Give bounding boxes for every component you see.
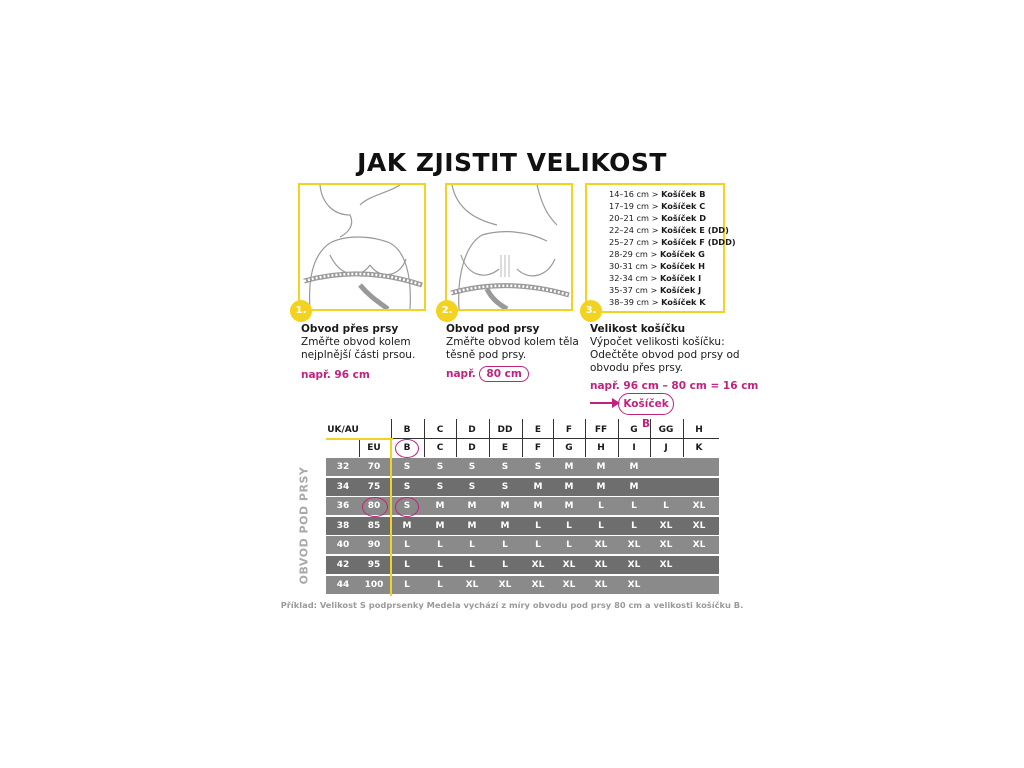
- header-column-divider: [650, 419, 651, 457]
- size-cell: L: [663, 501, 669, 512]
- side-label: OBVOD POD PRSY: [297, 466, 311, 585]
- size-cell: M: [629, 462, 639, 472]
- row-eu-band: 75: [367, 481, 381, 492]
- cup-b-highlight: [395, 439, 419, 458]
- size-cell: XL: [562, 579, 576, 590]
- size-cell: L: [535, 540, 541, 551]
- size-cell: XL: [594, 560, 608, 570]
- cup-row: 30-31 cm > Košíček H: [609, 261, 706, 271]
- woman-under-bust-icon: [447, 185, 571, 309]
- row-uk-band: 36: [336, 501, 350, 512]
- size-cell: [684, 556, 714, 574]
- size-cell: XL: [562, 560, 576, 570]
- size-cell: M: [596, 462, 606, 472]
- cup-size-table: [585, 183, 736, 313]
- size-cell: XL: [627, 560, 641, 570]
- size-cell: M: [500, 520, 510, 531]
- cup-row: 14–16 cm > Košíček B: [609, 189, 706, 199]
- uk-cup-header: GG: [658, 425, 674, 435]
- size-cell: XL: [594, 579, 608, 590]
- size-cell: M: [629, 481, 639, 492]
- uk-cup-header: D: [468, 425, 476, 435]
- size-cell: [684, 478, 714, 496]
- size-cell: L: [535, 520, 541, 531]
- cup-row: 20–21 cm > Košíček D: [609, 213, 707, 223]
- uk-cup-header: B: [403, 425, 411, 435]
- uk-cup-header: F: [565, 425, 573, 435]
- size-cell: L: [631, 501, 637, 512]
- row-uk-band: 34: [336, 481, 350, 492]
- header-column-divider: [456, 419, 457, 457]
- eu-cup-header: E: [501, 443, 509, 453]
- uk-cup-header: E: [534, 425, 542, 435]
- row-uk-band: 40: [336, 540, 350, 551]
- size-cell: M: [467, 501, 477, 512]
- row-eu-band: 100: [364, 579, 384, 590]
- eu-cup-header: B: [403, 443, 411, 453]
- header-column-divider: [489, 419, 490, 457]
- step-1-badge: 1.: [290, 300, 312, 322]
- size-cell: XL: [531, 579, 545, 590]
- size-cell: L: [598, 501, 604, 512]
- size-cell: L: [502, 540, 508, 551]
- row-uk-band: 32: [336, 462, 350, 472]
- cup-row: 22–24 cm > Košíček E (DD): [609, 225, 729, 235]
- size-cell: L: [598, 520, 604, 531]
- step-2-title: Obvod pod prsy: [446, 323, 540, 335]
- header-column-divider: [683, 419, 684, 457]
- arrow-icon: [590, 402, 614, 404]
- size-cell: L: [566, 520, 572, 531]
- size-cell: M: [533, 481, 543, 492]
- size-cell: M: [596, 481, 606, 492]
- size-cell: L: [404, 560, 410, 570]
- cup-row: 28-29 cm > Košíček G: [609, 249, 705, 259]
- step-2-badge: 2.: [436, 300, 458, 322]
- size-cell: XL: [594, 540, 608, 551]
- size-cell: L: [404, 579, 410, 590]
- size-cell: L: [566, 540, 572, 551]
- illustration-underbust-measure: [445, 183, 573, 311]
- size-cell: S: [534, 462, 542, 472]
- size-cell: XL: [692, 501, 706, 512]
- size-cell: L: [437, 579, 443, 590]
- size-cell: [684, 576, 714, 594]
- row-eu-band: 85: [367, 520, 381, 531]
- eu-cup-header: G: [565, 443, 573, 453]
- cup-row: 25–27 cm > Košíček F (DDD): [609, 237, 736, 247]
- row-eu-band: 70: [367, 462, 381, 472]
- result-cup-highlight: Košíček B: [618, 393, 674, 415]
- size-cell: [684, 458, 714, 476]
- eu-cup-header: J: [664, 443, 668, 453]
- step-3-title: Velikost košíčku: [590, 323, 686, 335]
- size-cell: M: [564, 481, 574, 492]
- size-cell: L: [631, 520, 637, 531]
- step-3-desc: Výpočet velikosti košíčku: Odečtěte obvod pod prsy od obvodu přes prsy.: [590, 336, 740, 374]
- cup-b-marker-line: [390, 440, 392, 596]
- size-cell: M: [435, 520, 445, 531]
- size-cell: L: [437, 560, 443, 570]
- size-cell: M: [533, 501, 543, 512]
- header-column-divider: [585, 419, 586, 457]
- size-cell: L: [502, 560, 508, 570]
- size-cell: S: [468, 481, 476, 492]
- eu-cup-header: C: [436, 443, 444, 453]
- size-cell: L: [404, 540, 410, 551]
- eu-80-highlight: [362, 497, 388, 517]
- size-cell: L: [437, 540, 443, 551]
- size-cell: M: [564, 501, 574, 512]
- step-1-title: Obvod přes prsy: [301, 323, 399, 335]
- size-cell: XL: [692, 540, 706, 551]
- step-2-example: např. 80 cm: [446, 368, 529, 380]
- size-cell: XL: [531, 560, 545, 570]
- size-cell: XL: [659, 560, 673, 570]
- size-cell: S: [501, 481, 509, 492]
- uk-cup-header: DD: [497, 425, 513, 435]
- row-eu-band: 80: [367, 501, 381, 512]
- step-3-example: např. 96 cm – 80 cm = 16 cm: [590, 380, 759, 392]
- step-3-badge: 3.: [580, 300, 602, 322]
- size-cell: S: [403, 501, 411, 512]
- step-2-desc: Změřte obvod kolem těla těsně pod prsy.: [446, 336, 579, 361]
- header-column-divider: [618, 419, 619, 457]
- step-1-example: např. 96 cm: [301, 369, 370, 381]
- example-80cm-highlight: 80 cm: [479, 366, 528, 382]
- size-cell: S: [468, 462, 476, 472]
- footnote: Příklad: Velikost S podprsenky Medela vychází z míry obvodu pod prsy 80 cm a velikosti košíčku B.: [280, 600, 744, 610]
- uk-au-label: UK/AU: [327, 425, 359, 435]
- eu-cup-header: D: [468, 443, 476, 453]
- size-cell: M: [467, 520, 477, 531]
- woman-over-bust-icon: [300, 185, 424, 309]
- cup-row: 32-34 cm > Košíček I: [609, 273, 702, 283]
- size-cell: XL: [627, 579, 641, 590]
- size-cell: XL: [498, 579, 512, 590]
- size-cell: M: [402, 520, 412, 531]
- uk-cup-header: G: [630, 425, 638, 435]
- eu-cup-header: F: [534, 443, 542, 453]
- size-s-highlight: [395, 497, 419, 517]
- size-cell: M: [500, 501, 510, 512]
- size-cell: XL: [659, 520, 673, 531]
- row-uk-band: 42: [336, 560, 350, 570]
- size-cell: XL: [627, 540, 641, 551]
- eu-label: EU: [367, 443, 381, 453]
- size-cell: [651, 458, 681, 476]
- size-cell: XL: [465, 579, 479, 590]
- eu-cup-header: K: [695, 443, 703, 453]
- size-cell: M: [564, 462, 574, 472]
- header-column-divider: [359, 438, 360, 457]
- size-cell: L: [469, 560, 475, 570]
- header-column-divider: [553, 419, 554, 457]
- uk-cup-header: H: [695, 425, 703, 435]
- row-eu-band: 95: [367, 560, 381, 570]
- uk-cup-header: C: [436, 425, 444, 435]
- uk-cup-header: FF: [594, 425, 608, 435]
- size-cell: S: [403, 481, 411, 492]
- size-cell: [651, 478, 681, 496]
- illustration-chest-measure: [298, 183, 426, 311]
- page-title: JAK ZJISTIT VELIKOST: [357, 148, 667, 177]
- header-column-divider: [522, 419, 523, 457]
- header-column-divider: [424, 419, 425, 457]
- size-cell: S: [501, 462, 509, 472]
- row-uk-band: 38: [336, 520, 350, 531]
- size-cell: XL: [659, 540, 673, 551]
- cup-row: 38–39 cm > Košíček K: [609, 297, 706, 307]
- cup-b-marker-top: [326, 438, 393, 440]
- size-cell: [651, 576, 681, 594]
- size-cell: L: [469, 540, 475, 551]
- size-cell: S: [436, 481, 444, 492]
- row-uk-band: 44: [336, 579, 350, 590]
- size-cell: S: [403, 462, 411, 472]
- cup-row: 17–19 cm > Košíček C: [609, 201, 706, 211]
- size-cell: S: [436, 462, 444, 472]
- row-eu-band: 90: [367, 540, 381, 551]
- eu-cup-header: H: [597, 443, 605, 453]
- size-cell: XL: [692, 520, 706, 531]
- eu-cup-header: I: [632, 443, 636, 453]
- size-cell: M: [435, 501, 445, 512]
- step-1-desc: Změřte obvod kolem nejplnější části prsou.: [301, 336, 416, 361]
- cup-row: 35-37 cm > Košíček J: [609, 285, 702, 295]
